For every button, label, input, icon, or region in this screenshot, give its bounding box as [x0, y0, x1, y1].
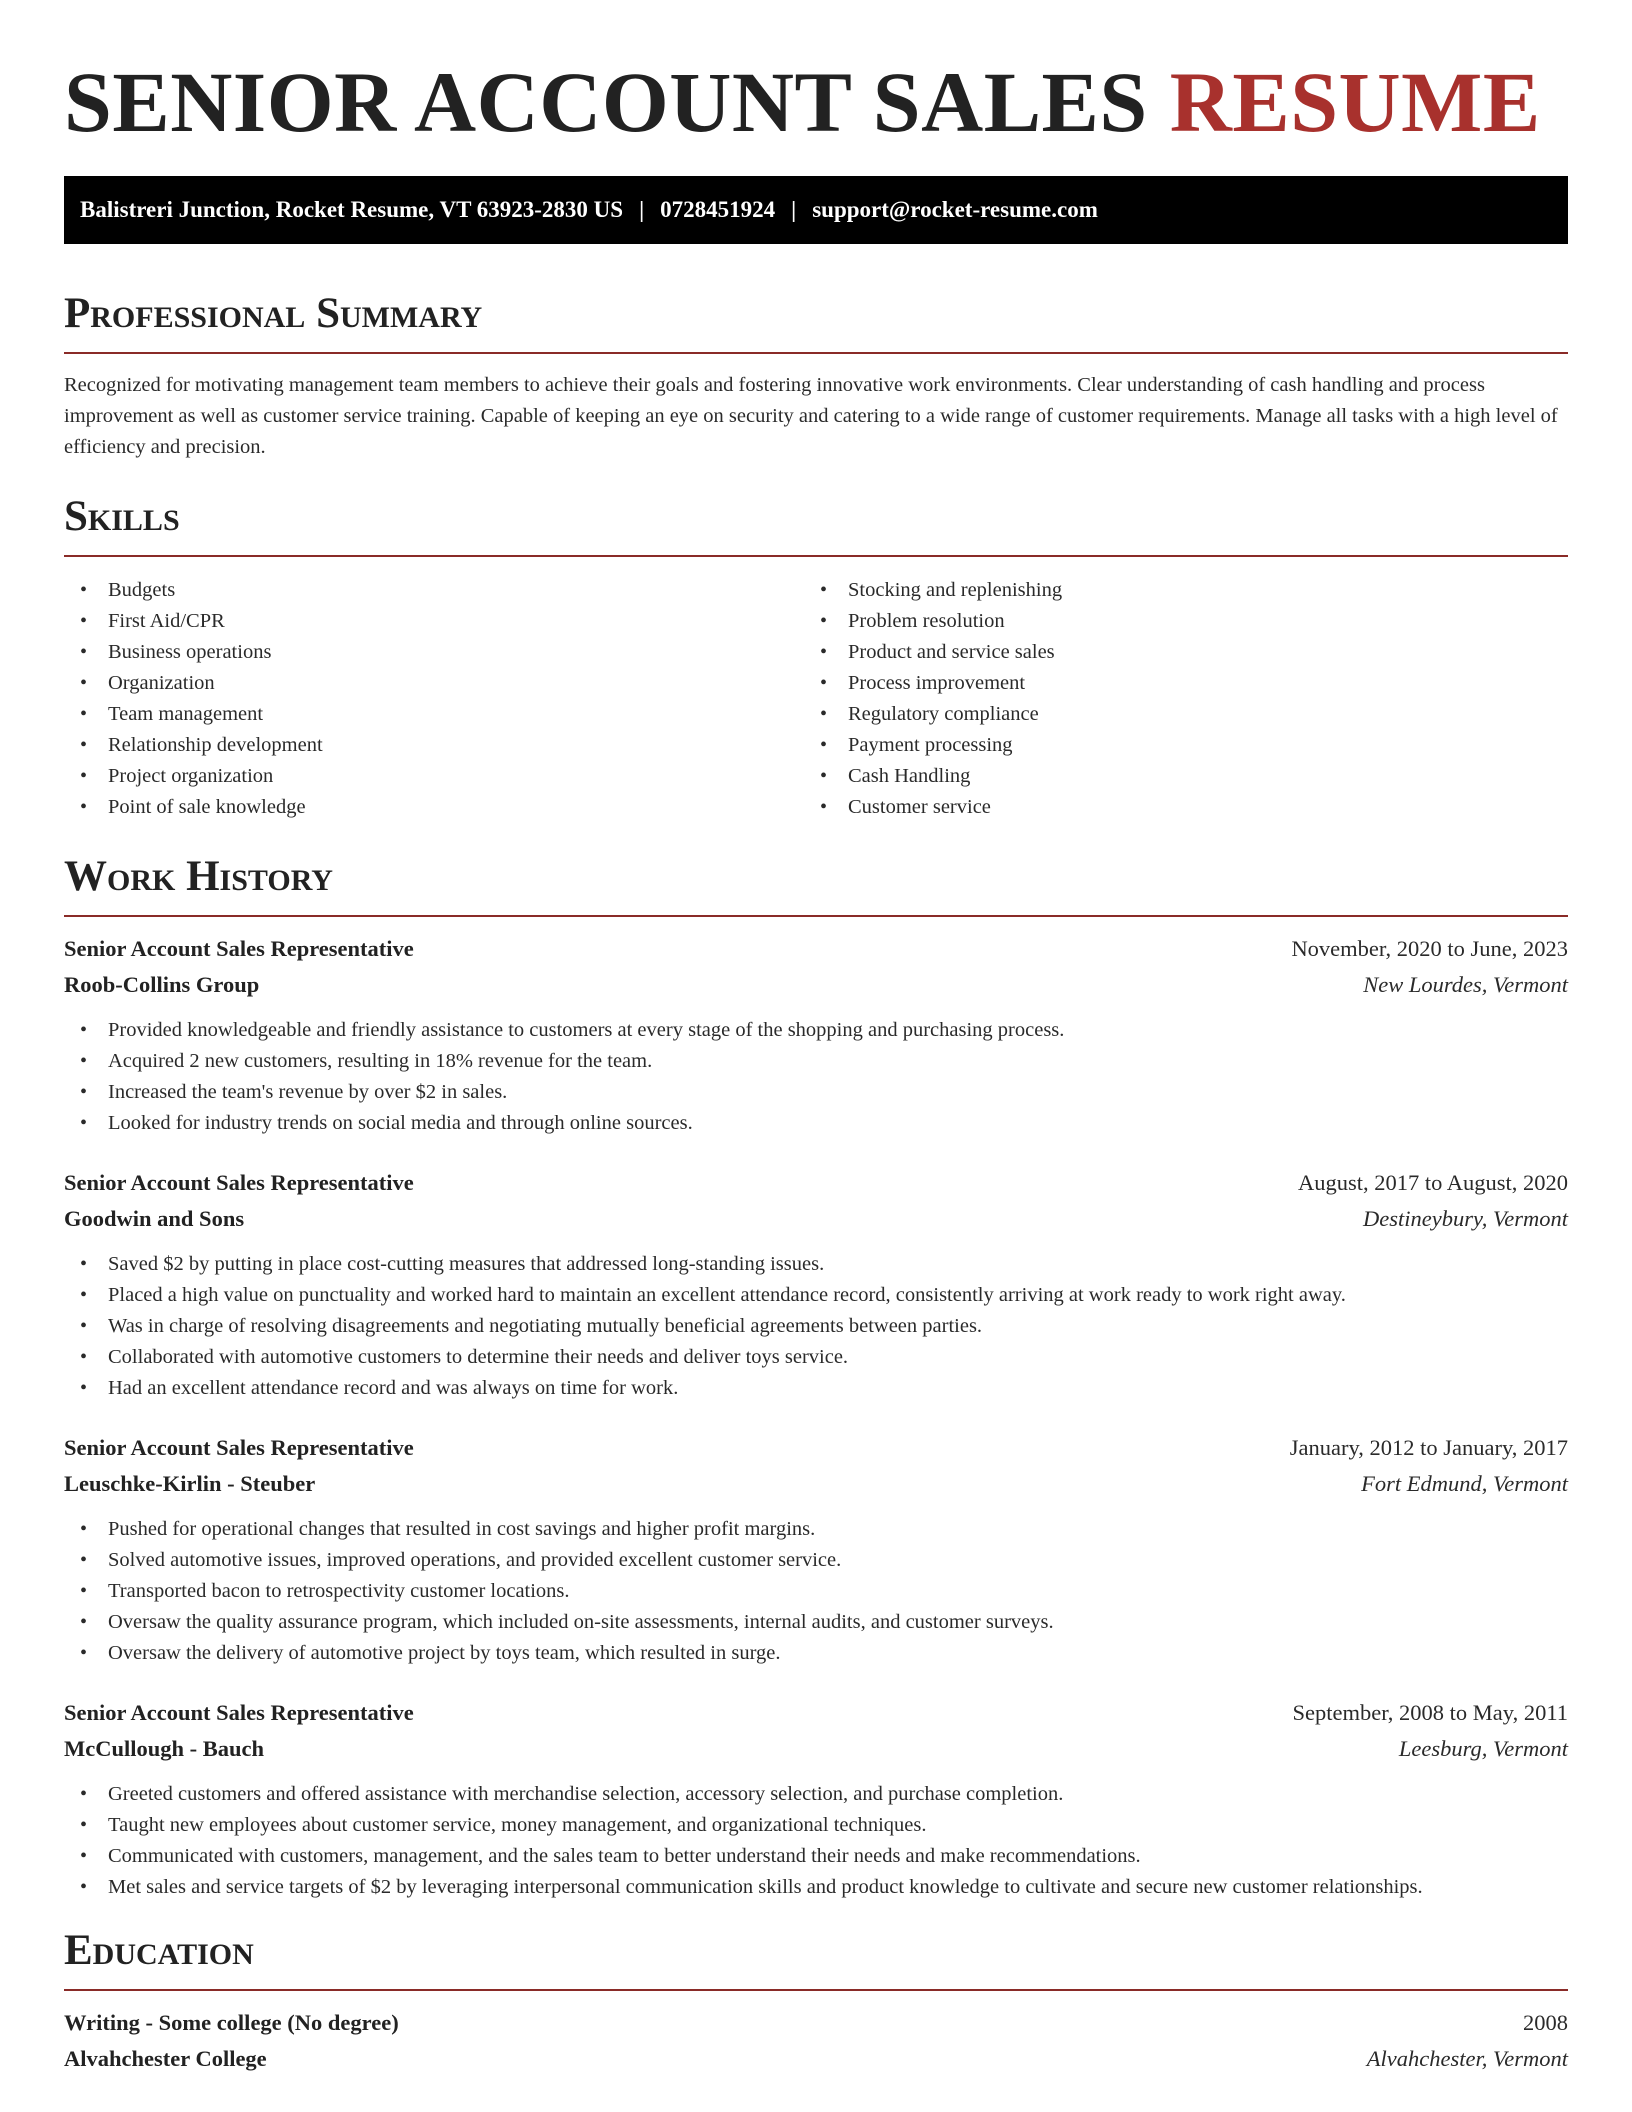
- skill-item: • Payment processing: [804, 730, 1544, 761]
- work-history-heading: Work History: [64, 853, 333, 900]
- education-school: Alvahchester College: [64, 2046, 267, 2071]
- skill-item: • Problem resolution: [804, 606, 1544, 637]
- skills-heading: Skills: [64, 493, 180, 540]
- bullet-item: • Had an excellent attendance record and was always on time for work.: [64, 1373, 1568, 1404]
- education-degree: Writing - Some college (No degree): [64, 2010, 399, 2035]
- bullet-item: • Taught new employees about customer service, money management, and organizational techniques.: [64, 1810, 1568, 1841]
- skill-item: • Customer service: [804, 792, 1544, 823]
- bullet-item: • Solved automotive issues, improved operations, and provided excellent customer service.: [64, 1545, 1568, 1576]
- job-title: Senior Account Sales Representative: [64, 1700, 414, 1725]
- job-company: Leuschke-Kirlin - Steuber: [64, 1471, 316, 1496]
- bullet-item: • Greeted customers and offered assistance with merchandise selection, accessory selection, and purchase completion.: [64, 1779, 1568, 1810]
- title-main: SENIOR ACCOUNT SALES: [64, 54, 1148, 150]
- contact-separator: |: [791, 197, 797, 222]
- bullet-item: • Looked for industry trends on social media and through online sources.: [64, 1108, 1568, 1139]
- skill-item: • Regulatory compliance: [804, 699, 1544, 730]
- section-divider: [64, 915, 1568, 917]
- job-entry: [64, 1430, 1568, 1669]
- skill-item: • First Aid/CPR: [64, 606, 804, 637]
- bullet-item: • Oversaw the quality assurance program, which included on-site assessments, internal audits, and customer surveys.: [64, 1607, 1568, 1638]
- contact-email[interactable]: support@rocket-resume.com: [812, 197, 1098, 222]
- job-location: Destineybury, Vermont: [1363, 1206, 1568, 1231]
- resume-title: [64, 52, 1568, 152]
- bullet-item: • Placed a high value on punctuality and worked hard to maintain an excellent attendance record, consistently arriving at work ready to work right away.: [64, 1280, 1568, 1311]
- skill-item: • Product and service sales: [804, 637, 1544, 668]
- bullet-item: • Met sales and service targets of $2 by leveraging interpersonal communication skills and product knowledge to cultivate and secure new customer relationships.: [64, 1872, 1568, 1903]
- bullet-item: • Provided knowledgeable and friendly assistance to customers at every stage of the shopping and purchasing process.: [64, 1015, 1568, 1046]
- skill-item: • Budgets: [64, 575, 804, 606]
- bullet-item: • Was in charge of resolving disagreements and negotiating mutually beneficial agreements between parties.: [64, 1311, 1568, 1342]
- job-bullets: [64, 1779, 1568, 1903]
- job-dates: September, 2008 to May, 2011: [1292, 1700, 1568, 1725]
- bullet-item: • Pushed for operational changes that resulted in cost savings and higher profit margins.: [64, 1514, 1568, 1545]
- job-dates: January, 2012 to January, 2017: [1289, 1435, 1568, 1460]
- job-company: Roob-Collins Group: [64, 972, 260, 997]
- contact-bar: [64, 176, 1568, 244]
- job-dates: November, 2020 to June, 2023: [1291, 936, 1568, 961]
- summary-heading: Professional Summary: [64, 290, 483, 337]
- skill-item: • Point of sale knowledge: [64, 792, 804, 823]
- bullet-item: • Increased the team's revenue by over $2 in sales.: [64, 1077, 1568, 1108]
- contact-phone: 0728451924: [660, 197, 776, 222]
- bullet-item: • Saved $2 by putting in place cost-cutting measures that addressed long-standing issues.: [64, 1249, 1568, 1280]
- job-entry: [64, 931, 1568, 1139]
- section-divider: [64, 1989, 1568, 1991]
- job-location: Fort Edmund, Vermont: [1361, 1471, 1568, 1496]
- job-title: Senior Account Sales Representative: [64, 1435, 414, 1460]
- skill-item: • Stocking and replenishing: [804, 575, 1544, 606]
- bullet-item: • Acquired 2 new customers, resulting in 18% revenue for the team.: [64, 1046, 1568, 1077]
- skill-item: • Cash Handling: [804, 761, 1544, 792]
- skill-item: • Business operations: [64, 637, 804, 668]
- skill-item: • Process improvement: [804, 668, 1544, 699]
- summary-text: Recognized for motivating management team members to achieve their goals and fostering innovative work environments. Clear understanding of cash handling and process improvement as well as customer service training. Capable of keeping an eye on security and catering to a wide range of customer requirements. Manage all tasks with a high level of efficiency and precision.: [64, 374, 1558, 458]
- job-entry: [64, 1695, 1568, 1903]
- title-accent: RESUME: [1169, 54, 1541, 150]
- resume-page: [64, 0, 1568, 2077]
- education-heading: Education: [64, 1927, 254, 1974]
- section-divider: [64, 352, 1568, 354]
- skills-list-left: [64, 575, 804, 823]
- bullet-item: • Communicated with customers, management, and the sales team to better understand their needs and make recommendations.: [64, 1841, 1568, 1872]
- skill-item: • Organization: [64, 668, 804, 699]
- skill-item: • Team management: [64, 699, 804, 730]
- job-bullets: [64, 1015, 1568, 1139]
- job-location: New Lourdes, Vermont: [1363, 972, 1568, 997]
- job-bullets: [64, 1249, 1568, 1404]
- job-title: Senior Account Sales Representative: [64, 1170, 414, 1195]
- job-location: Leesburg, Vermont: [1398, 1736, 1568, 1761]
- skills-columns: [64, 575, 1568, 823]
- job-bullets: [64, 1514, 1568, 1669]
- bullet-item: • Oversaw the delivery of automotive project by toys team, which resulted in surge.: [64, 1638, 1568, 1669]
- job-company: McCullough - Bauch: [64, 1736, 265, 1761]
- education-location: Alvahchester, Vermont: [1366, 2046, 1568, 2071]
- bullet-item: • Collaborated with automotive customers to determine their needs and deliver toys service.: [64, 1342, 1568, 1373]
- job-company: Goodwin and Sons: [64, 1206, 245, 1231]
- contact-separator: |: [639, 197, 645, 222]
- education-entry: [64, 2005, 1568, 2077]
- job-title: Senior Account Sales Representative: [64, 936, 414, 961]
- section-divider: [64, 555, 1568, 557]
- contact-address: Balistreri Junction, Rocket Resume, VT 63923-2830 US: [80, 197, 624, 222]
- education-year: 2008: [1523, 2010, 1568, 2035]
- skill-item: • Relationship development: [64, 730, 804, 761]
- job-entry: [64, 1165, 1568, 1404]
- skill-item: • Project organization: [64, 761, 804, 792]
- skills-list-right: [804, 575, 1544, 823]
- bullet-item: • Transported bacon to retrospectivity customer locations.: [64, 1576, 1568, 1607]
- job-dates: August, 2017 to August, 2020: [1297, 1170, 1568, 1195]
